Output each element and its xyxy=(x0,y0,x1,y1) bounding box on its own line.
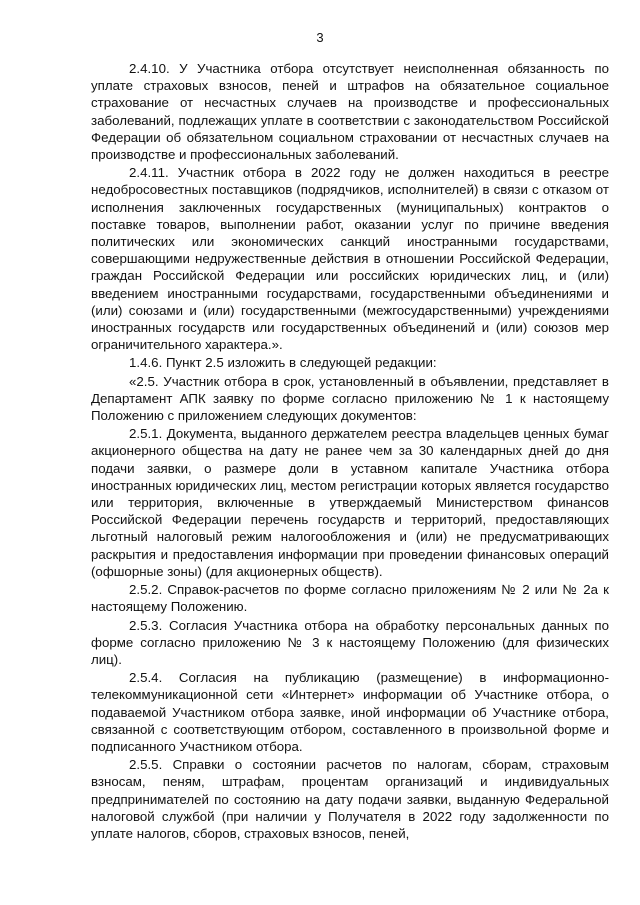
paragraph-2-5-4: 2.5.4. Согласия на публикацию (размещение) в информационно-телекоммуникационной сети «Интернет» информации об Участнике отбора, о подаваемой Участником отбора заявке, иной информации об Участнике отбора, связанной с соответствующим отбором, составленного в произвольной форме и подписанного Участником отбора. xyxy=(91,670,609,754)
paragraph-2-4-11: 2.4.11. Участник отбора в 2022 году не должен находиться в реестре недобросовестных поставщиков (подрядчиков, исполнителей) в связи с отказом от исполнения заключенных государственных (муниципальных) контрактов о поставке товаров, выполнении работ, оказании услуг по причине введения политических или экономических санкций иностранными государствами, совершающими недружественные действия в отношении Российской Федерации, граждан Российской Федерации или российских юридических лиц, и (или) введением иностранными государствами, государственными объединениями и (или) союзами и (или) государственными (межгосударственными) учреждениями иностранных государств или государственных объединений и (или) союзов мер ограничительного характера.». xyxy=(91,165,609,353)
paragraph-2-5: «2.5. Участник отбора в срок, установленный в объявлении, представляет в Департамент АПК заявку по форме согласно приложению № 1 к настоящему Положению с приложением следующих документов: xyxy=(91,373,609,424)
paragraph-2-5-3: 2.5.3. Согласия Участника отбора на обработку персональных данных по форме согласно приложению № 3 к настоящему Положению (для физических лиц). xyxy=(91,617,609,667)
paragraph-2-5-1: 2.5.1. Документа, выданного держателем реестра владельцев ценных бумаг акционерного общества на дату не ранее чем за 30 календарных дней до дня подачи заявки, о размере доли в уставном капитале Участника отбора иностранных юридических лиц, местом регистрации которых является государство или территория, включенные в утверждаемый Министерством финансов Российской Федерации перечень государств и территорий, предоставляющих льготный налоговый режим налогообложения и (или) не предусматривающих раскрытия и предоставления информации при проведении финансовых операций (офшорные зоны) (для акционерных обществ). xyxy=(91,426,609,579)
paragraph-1-4-6: 1.4.6. Пункт 2.5 изложить в следующей редакции: xyxy=(129,355,437,371)
page-number: 3 xyxy=(316,30,324,45)
paragraph-2-5-2: 2.5.2. Справок-расчетов по форме согласно приложениям № 2 или № 2а к настоящему Положению. xyxy=(91,582,609,615)
document-body xyxy=(91,60,609,843)
paragraph-2-4-10: 2.4.10. У Участника отбора отсутствует неисполненная обязанность по уплате страховых взносов, пеней и штрафов на обязательное социальное страхование от несчастных случаев на производстве и профессиональных заболеваний, подлежащих уплате в соответствии с законодательством Российской Федерации об обязательном социальном страховании от несчастных случаев на производстве и профессиональных заболеваний. xyxy=(91,61,609,163)
paragraph-2-5-5: 2.5.5. Справки о состоянии расчетов по налогам, сборам, страховым взносам, пеням, штрафам, процентам организаций и индивидуальных предпринимателей по состоянию на дату подачи заявки, выданную Федеральной налоговой службой (при наличии у Получателя в 2022 году задолженности по уплате налогов, сборов, страховых взносов, пеней, xyxy=(91,757,609,841)
